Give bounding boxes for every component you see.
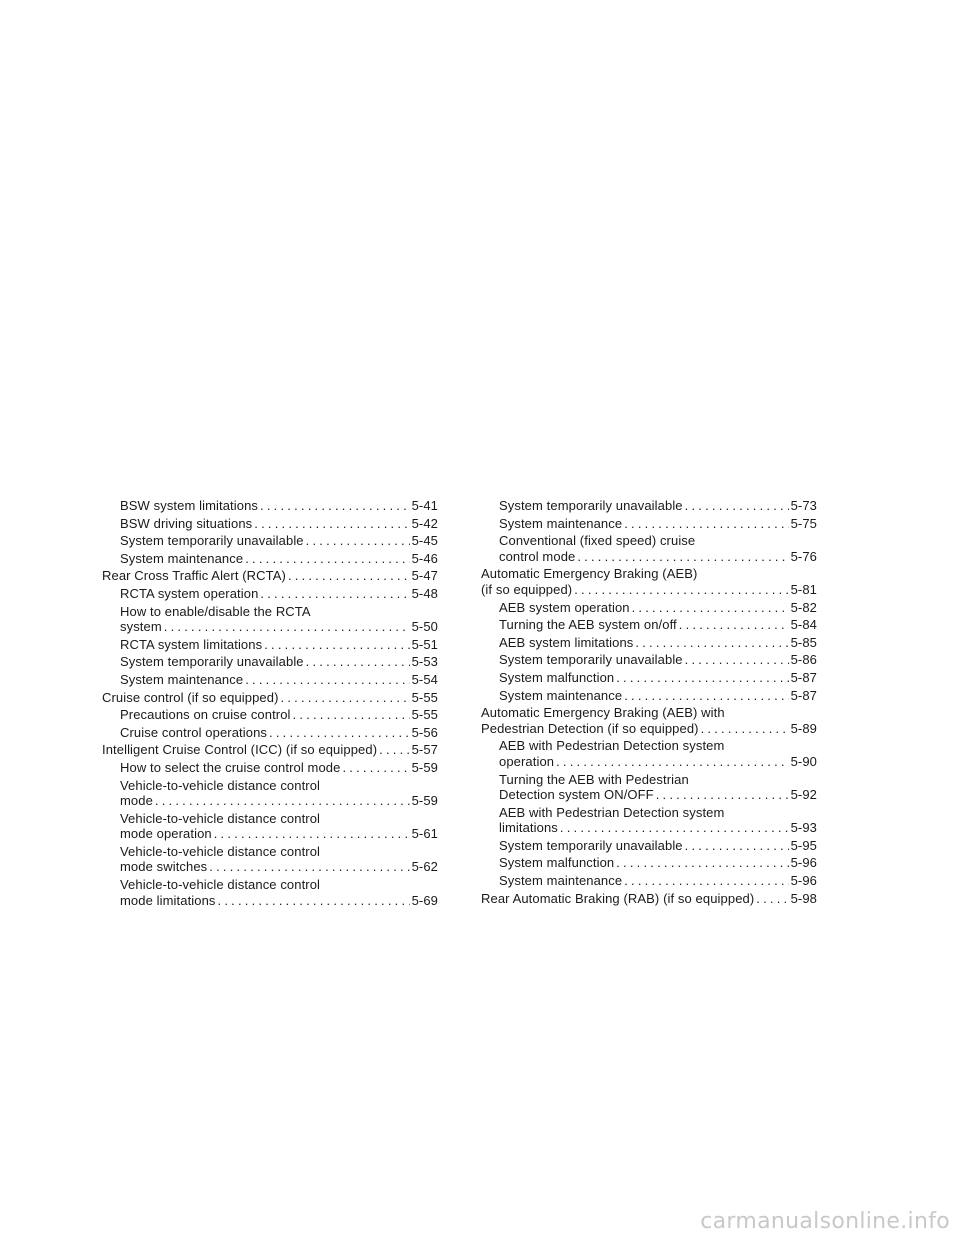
toc-entry-line — [499, 549, 817, 565]
toc-page-number: 5-76 — [790, 548, 817, 564]
toc-page-number: 5-96 — [790, 873, 817, 889]
toc-entry-title: BSW system limitations — [120, 498, 259, 513]
toc-entry-line — [120, 778, 438, 794]
toc-entry-line — [120, 498, 438, 514]
toc-page-number: 5-87 — [790, 669, 817, 685]
toc-entry-line — [481, 705, 817, 721]
toc-entry-line — [499, 516, 817, 532]
dot-leader — [560, 820, 789, 836]
toc-entry-title: System maintenance — [499, 515, 623, 531]
toc-subsection-entry[interactable] — [481, 772, 817, 803]
dot-leader — [635, 635, 788, 651]
toc-entry-line — [120, 637, 438, 653]
dot-leader — [616, 670, 788, 686]
toc-entry-line — [481, 891, 817, 907]
toc-entry-title: System maintenance — [499, 687, 623, 703]
toc-subsection-entry[interactable] — [481, 516, 817, 532]
toc-subsection-entry[interactable] — [102, 586, 438, 602]
toc-section-entry[interactable] — [102, 690, 438, 706]
toc-subsection-entry[interactable] — [102, 844, 438, 875]
dot-leader — [624, 688, 788, 704]
toc-entry-line — [499, 670, 817, 686]
toc-entry-line — [481, 721, 817, 737]
toc-page-number: 5-46 — [411, 550, 438, 566]
dot-leader — [306, 533, 410, 549]
toc-subsection-entry[interactable] — [481, 652, 817, 668]
toc-entry-title: Automatic Emergency Braking (AEB) — [481, 566, 698, 582]
toc-page-number: 5-85 — [790, 634, 817, 650]
dot-leader — [624, 516, 788, 532]
toc-entry-title: limitations — [499, 820, 558, 836]
dot-leader — [685, 652, 789, 668]
toc-entry-title: Automatic Emergency Braking (AEB) with — [481, 705, 725, 721]
dot-leader — [155, 793, 410, 809]
toc-entry-title: Cruise control (if so equipped) — [102, 689, 279, 705]
toc-page-number: 5-45 — [411, 533, 438, 549]
toc-entry-line — [120, 654, 438, 670]
toc-subsection-entry[interactable] — [102, 725, 438, 741]
dot-leader — [288, 568, 410, 584]
toc-entry-title: Intelligent Cruise Control (ICC) (if so equipped) — [102, 742, 378, 758]
toc-page-number: 5-86 — [790, 652, 817, 668]
toc-entry-line — [499, 498, 817, 514]
toc-entry-line — [499, 533, 817, 549]
toc-entry-line — [499, 600, 817, 616]
dot-leader — [281, 690, 410, 706]
toc-entry-title: RCTA system operation — [120, 585, 259, 601]
toc-entry-line — [120, 551, 438, 567]
toc-section-entry[interactable] — [102, 742, 438, 758]
toc-subsection-entry[interactable] — [102, 637, 438, 653]
toc-entry-title: mode limitations — [120, 892, 216, 908]
toc-page-number: 5-92 — [790, 787, 817, 803]
toc-entry-title: RCTA system limitations — [120, 636, 263, 652]
toc-page-number: 5-48 — [411, 585, 438, 601]
toc-subsection-entry[interactable] — [102, 551, 438, 567]
toc-page-number: 5-96 — [790, 855, 817, 871]
toc-entry-title: System malfunction — [499, 855, 615, 871]
toc-entry-title: control mode — [499, 548, 576, 564]
toc-entry-line — [120, 877, 438, 893]
dot-leader — [218, 893, 410, 909]
toc-page-number: 5-56 — [411, 724, 438, 740]
toc-entry-title: How to select the cruise control mode — [120, 759, 341, 775]
toc-entry-line — [499, 855, 817, 871]
toc-subsection-entry[interactable] — [102, 760, 438, 776]
toc-section-entry[interactable] — [481, 705, 817, 736]
toc-page-number: 5-90 — [790, 753, 817, 769]
toc-entry-title: How to enable/disable the RCTA — [120, 603, 311, 619]
toc-page-number: 5-59 — [411, 759, 438, 775]
dot-leader — [577, 549, 788, 565]
toc-page-number: 5-84 — [790, 617, 817, 633]
toc-entry-title: AEB with Pedestrian Detection system — [499, 804, 725, 820]
toc-subsection-entry[interactable] — [102, 533, 438, 549]
toc-entry-title: Vehicle-to-vehicle distance control — [120, 843, 321, 859]
toc-entry-line — [120, 844, 438, 860]
dot-leader — [342, 760, 409, 776]
dot-leader — [293, 707, 410, 723]
toc-section-entry[interactable] — [481, 891, 817, 907]
toc-page-number: 5-81 — [790, 581, 817, 597]
site-watermark: carmanualsonline.info — [700, 1209, 950, 1234]
toc-entry-title: mode — [120, 793, 153, 809]
dot-leader — [164, 619, 410, 635]
dot-leader — [632, 600, 789, 616]
toc-entry-title: System temporarily unavailable — [120, 533, 304, 549]
dot-leader — [624, 873, 788, 889]
dot-leader — [264, 637, 409, 653]
toc-section-entry[interactable] — [481, 566, 817, 597]
toc-entry-line — [120, 859, 438, 875]
toc-entry-title: System maintenance — [499, 873, 623, 889]
toc-entry-line — [499, 617, 817, 633]
toc-entry-line — [481, 582, 817, 598]
toc-page-number: 5-95 — [790, 837, 817, 853]
toc-page-number: 5-57 — [411, 742, 438, 758]
toc-subsection-entry[interactable] — [481, 617, 817, 633]
toc-entry-line — [499, 838, 817, 854]
toc-subsection-entry[interactable] — [102, 498, 438, 514]
toc-subsection-entry[interactable] — [481, 805, 817, 836]
toc-entry-line — [499, 787, 817, 803]
toc-entry-line — [120, 516, 438, 532]
toc-entry-line — [120, 533, 438, 549]
toc-entry-line — [481, 566, 817, 582]
toc-subsection-entry[interactable] — [481, 533, 817, 564]
toc-entry-title: System temporarily unavailable — [120, 654, 304, 670]
toc-entry-line — [499, 772, 817, 788]
toc-page-number: 5-82 — [790, 599, 817, 615]
toc-entry-line — [499, 820, 817, 836]
dot-leader — [260, 498, 410, 514]
toc-entry-title: System temporarily unavailable — [499, 498, 683, 513]
toc-entry-title: BSW driving situations — [120, 515, 253, 531]
toc-page-number: 5-54 — [411, 671, 438, 687]
toc-page-number: 5-41 — [411, 498, 438, 513]
toc-subsection-entry[interactable] — [481, 498, 817, 514]
toc-page-number: 5-62 — [411, 859, 438, 875]
toc-entry-line — [120, 811, 438, 827]
toc-subsection-entry[interactable] — [481, 688, 817, 704]
toc-entry-title: (if so equipped) — [481, 581, 573, 597]
toc-entry-title: AEB system limitations — [499, 634, 634, 650]
toc-entry-line — [120, 793, 438, 809]
toc-subsection-entry[interactable] — [481, 738, 817, 769]
toc-entry-title: System maintenance — [120, 550, 244, 566]
toc-subsection-entry[interactable] — [481, 838, 817, 854]
toc-subsection-entry[interactable] — [102, 672, 438, 688]
toc-page-number: 5-50 — [411, 619, 438, 635]
toc-subsection-entry[interactable] — [102, 516, 438, 532]
toc-subsection-entry[interactable] — [481, 873, 817, 889]
toc-entry-line — [120, 893, 438, 909]
toc-entry-line — [499, 688, 817, 704]
toc-entry-title: Vehicle-to-vehicle distance control — [120, 810, 321, 826]
dot-leader — [685, 838, 789, 854]
toc-entry-title: Vehicle-to-vehicle distance control — [120, 877, 321, 893]
toc-page-number: 5-61 — [411, 826, 438, 842]
dot-leader — [656, 787, 789, 803]
toc-entry-line — [120, 725, 438, 741]
toc-entry-title: Cruise control operations — [120, 724, 268, 740]
toc-entry-title: system — [120, 619, 162, 635]
dot-leader — [556, 754, 788, 770]
toc-entry-title: AEB with Pedestrian Detection system — [499, 738, 725, 754]
dot-leader — [685, 498, 789, 514]
dot-leader — [214, 826, 410, 842]
dot-leader — [701, 721, 789, 737]
toc-page-number: 5-55 — [411, 689, 438, 705]
toc-entry-title: mode operation — [120, 826, 212, 842]
toc-page-number: 5-55 — [411, 707, 438, 723]
toc-entry-line — [499, 805, 817, 821]
toc-entry-title: operation — [499, 753, 555, 769]
toc-subsection-entry[interactable] — [481, 855, 817, 871]
toc-page-number: 5-42 — [411, 515, 438, 531]
toc-page-number: 5-53 — [411, 654, 438, 670]
toc-right-column — [481, 498, 817, 908]
toc-entry-title: System malfunction — [499, 669, 615, 685]
toc-subsection-entry[interactable] — [102, 604, 438, 635]
toc-entry-line — [499, 635, 817, 651]
toc-left-column — [102, 498, 438, 910]
toc-entry-line — [120, 707, 438, 723]
toc-page-number: 5-73 — [790, 498, 817, 513]
toc-page-number: 5-47 — [411, 568, 438, 584]
toc-entry-title: AEB system operation — [499, 599, 630, 615]
toc-entry-title: System maintenance — [120, 671, 244, 687]
toc-subsection-entry[interactable] — [102, 654, 438, 670]
toc-entry-title: Vehicle-to-vehicle distance control — [120, 777, 321, 793]
toc-page-number: 5-59 — [411, 793, 438, 809]
toc-entry-line — [120, 586, 438, 602]
dot-leader — [245, 551, 409, 567]
dot-leader — [616, 855, 788, 871]
dot-leader — [209, 859, 409, 875]
toc-page-number: 5-98 — [790, 890, 817, 906]
toc-entry-line — [102, 742, 438, 758]
toc-entry-title: System temporarily unavailable — [499, 652, 683, 668]
dot-leader — [756, 891, 788, 907]
toc-subsection-entry[interactable] — [481, 600, 817, 616]
dot-leader — [260, 586, 409, 602]
toc-entry-line — [499, 652, 817, 668]
dot-leader — [574, 582, 788, 598]
dot-leader — [245, 672, 409, 688]
toc-entry-line — [499, 873, 817, 889]
toc-entry-line — [499, 754, 817, 770]
toc-entry-title: System temporarily unavailable — [499, 837, 683, 853]
toc-entry-line — [120, 760, 438, 776]
toc-entry-line — [120, 672, 438, 688]
toc-subsection-entry[interactable] — [102, 707, 438, 723]
toc-subsection-entry[interactable] — [481, 670, 817, 686]
toc-subsection-entry[interactable] — [102, 877, 438, 908]
toc-entry-line — [102, 568, 438, 584]
toc-page-number: 5-75 — [790, 515, 817, 531]
toc-subsection-entry[interactable] — [481, 635, 817, 651]
toc-entry-title: Detection system ON/OFF — [499, 787, 654, 803]
toc-entry-title: Precautions on cruise control — [120, 707, 291, 723]
toc-entry-title: Turning the AEB system on/off — [499, 617, 677, 633]
dot-leader — [269, 725, 410, 741]
toc-entry-line — [499, 738, 817, 754]
toc-entry-title: Turning the AEB with Pedestrian — [499, 771, 689, 787]
toc-entry-title: Rear Cross Traffic Alert (RCTA) — [102, 568, 286, 584]
toc-entry-title: Pedestrian Detection (if so equipped) — [481, 720, 699, 736]
dot-leader — [379, 742, 409, 758]
toc-page-number: 5-93 — [790, 820, 817, 836]
dot-leader — [254, 516, 409, 532]
toc-entry-title: Conventional (fixed speed) cruise — [499, 533, 696, 549]
toc-entry-line — [102, 690, 438, 706]
toc-entry-line — [120, 619, 438, 635]
toc-page-number: 5-89 — [790, 720, 817, 736]
toc-subsection-entry[interactable] — [102, 778, 438, 809]
toc-subsection-entry[interactable] — [102, 811, 438, 842]
dot-leader — [679, 617, 789, 633]
toc-page-number: 5-87 — [790, 687, 817, 703]
toc-section-entry[interactable] — [102, 568, 438, 584]
toc-entry-line — [120, 826, 438, 842]
toc-page-number: 5-51 — [411, 636, 438, 652]
toc-entry-title: mode switches — [120, 859, 208, 875]
toc-page-number: 5-69 — [411, 892, 438, 908]
dot-leader — [306, 654, 410, 670]
toc-entry-line — [120, 604, 438, 620]
toc-entry-title: Rear Automatic Braking (RAB) (if so equipped) — [481, 890, 755, 906]
